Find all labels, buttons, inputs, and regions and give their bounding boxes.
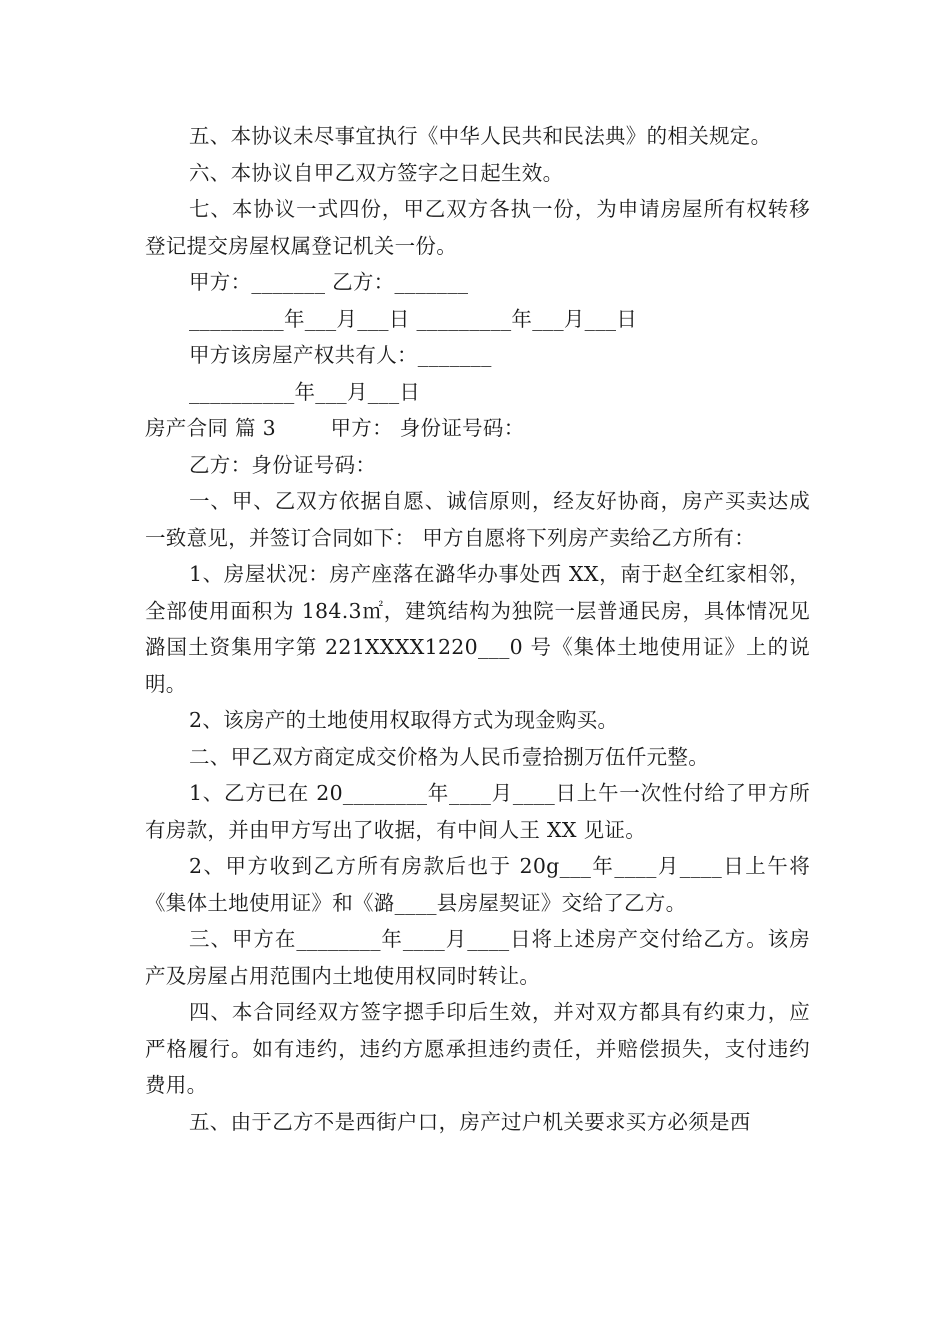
article-2-paragraph: 二、甲乙双方商定成交价格为人民币壹拾捌万伍仟元整。 (189, 744, 709, 769)
clause-6-paragraph: 六、本协议自甲乙双方签字之日起生效。 (189, 160, 564, 185)
clause-5-paragraph: 五、本协议未尽事宜执行《中华人民共和民法典》的相关规定。 (189, 124, 772, 148)
co-owner-date-line: __________年___月___日 (189, 379, 421, 404)
article-5-paragraph: 五、由于乙方不是西街户口，房产过户机关要求买方必须是西 (189, 1109, 751, 1134)
payment-paragraph: 1、乙方已在 20________年____月____日上午一次性付给了甲方所有房款，并由甲方写出了收据，有中间人王 XX 见证。 (145, 781, 810, 842)
signature-parties-line: 甲方：_______ 乙方：_______ (189, 270, 469, 294)
section-heading: 房产合同 篇 3 甲方： 身份证号码： (145, 416, 525, 440)
co-owner-signature-line: 甲方该房屋产权共有人：_______ (189, 343, 492, 367)
party-b-id-line: 乙方：身份证号码： (189, 452, 377, 477)
clause-7-paragraph: 七、本协议一式四份，甲乙双方各执一份，为申请房屋所有权转移登记提交房屋权属登记机关一份。 (145, 197, 810, 258)
property-status-paragraph: 1、房屋状况：房产座落在潞华办事处西 XX，南于赵全红家相邻，全部使用面积为 184.3㎡，建筑结构为独院一层普通民房，具体情况见潞国土资集用字第 221XXXX1220___0 号《集体土地使用证》上的说明。 (145, 562, 810, 696)
article-1-paragraph: 一、甲、乙双方依据自愿、诚信原则，经友好协商，房产买卖达成一致意见，并签订合同如下： 甲方自愿将下列房产卖给乙方所有： (145, 489, 810, 550)
land-use-right-paragraph: 2、该房产的土地使用权取得方式为现金购买。 (189, 708, 619, 732)
article-4-paragraph: 四、本合同经双方签字摁手印后生效，并对双方都具有约束力，应严格履行。如有违约，违约方愿承担违约责任，并赔偿损失，支付违约费用。 (145, 1000, 810, 1097)
document-body (145, 118, 810, 1140)
signature-dates-line: _________年___月___日 _________年___月___日 (189, 306, 638, 331)
article-3-paragraph: 三、甲方在________年____月____日将上述房产交付给乙方。该房产及房屋占用范围内土地使用权同时转让。 (145, 927, 810, 988)
certificate-handover-paragraph: 2、甲方收到乙方所有房款后也于 20g___年____月____日上午将《集体土地使用证》和《潞____县房屋契证》交给了乙方。 (145, 854, 810, 915)
